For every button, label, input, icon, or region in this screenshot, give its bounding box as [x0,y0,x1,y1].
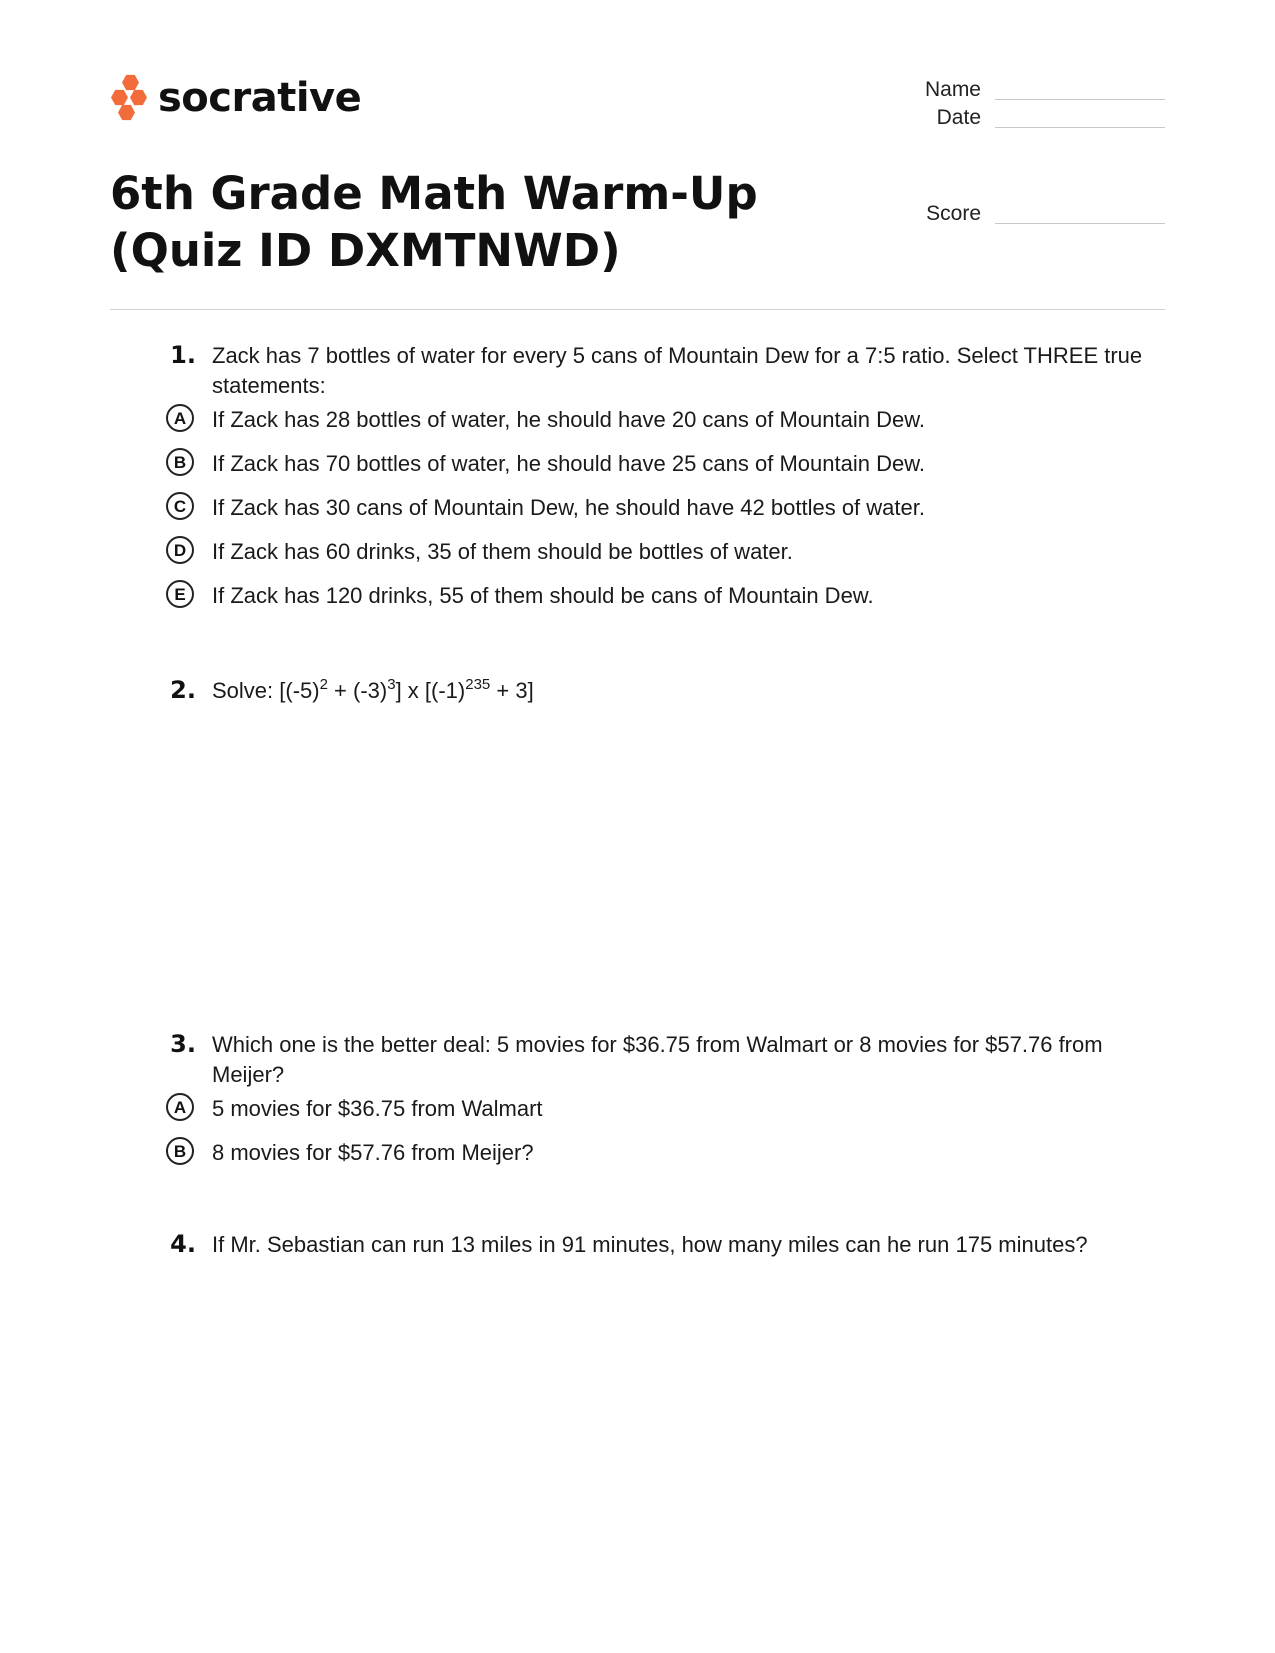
page-title: 6th Grade Math Warm-Up (Quiz ID DXMTNWD) [110,167,758,277]
question-number: 3. [170,1030,196,1058]
score-line [995,222,1165,224]
question-number: 2. [170,676,196,704]
question-3 [160,1030,1170,1168]
option-text: If Zack has 120 drinks, 55 of them should be cans of Mountain Dew. [212,583,874,608]
question-text: If Mr. Sebastian can run 13 miles in 91 minutes, how many miles can he run 175 minutes? [212,1232,1088,1257]
option-letter-badge[interactable]: C [166,492,194,520]
name-field[interactable] [900,76,1165,104]
question-2 [160,676,1170,706]
option-a[interactable] [160,1094,1170,1124]
option-b[interactable] [160,1138,1170,1168]
option-b[interactable] [160,449,1170,479]
question-1 [160,341,1170,611]
question-number: 4. [170,1230,196,1258]
name-line [995,98,1165,100]
brand-name: socrative [158,75,362,121]
expression-part: + 3] [490,678,534,703]
option-letter-badge[interactable]: B [166,1137,194,1165]
date-line [995,126,1165,128]
option-text: 8 movies for $57.76 from Meijer? [212,1140,534,1165]
option-text: If Zack has 30 cans of Mountain Dew, he should have 42 bottles of water. [212,495,925,520]
options-list [160,1094,1170,1168]
exponent: 2 [319,676,328,693]
question-4 [160,1230,1170,1260]
socrative-logo [110,72,361,124]
option-c[interactable] [160,493,1170,523]
option-text: 5 movies for $36.75 from Walmart [212,1096,543,1121]
exponent: 3 [387,676,396,693]
score-label: Score [926,202,981,225]
date-field[interactable] [900,104,1165,132]
option-text: If Zack has 28 bottles of water, he should have 20 cans of Mountain Dew. [212,407,925,432]
option-letter-badge[interactable]: A [166,1093,194,1121]
option-letter-badge[interactable]: B [166,448,194,476]
question-text: Zack has 7 bottles of water for every 5 cans of Mountain Dew for a 7:5 ratio. Select THREE true statements: [212,343,1143,398]
name-label: Name [924,78,981,101]
question-text [212,676,1170,706]
option-text: If Zack has 70 bottles of water, he should have 25 cans of Mountain Dew. [212,451,925,476]
score-field[interactable] [900,200,1165,228]
option-text: If Zack has 60 drinks, 35 of them should be bottles of water. [212,539,793,564]
expression-part: Solve: [(-5) [212,678,320,703]
option-e[interactable] [160,581,1170,611]
options-list [160,405,1170,611]
header-divider [110,309,1165,310]
option-letter-badge[interactable]: D [166,536,194,564]
option-d[interactable] [160,537,1170,567]
hexagon-cluster-icon [110,74,150,122]
option-letter-badge[interactable]: A [166,404,194,432]
question-text: Which one is the better deal: 5 movies for $36.75 from Walmart or 8 movies for $57.76 from Meijer? [212,1032,1103,1087]
expression-part: ] x [(-1) [395,678,466,703]
option-letter-badge[interactable]: E [166,580,194,608]
question-number: 1. [170,341,196,369]
option-a[interactable] [160,405,1170,435]
date-label: Date [936,106,981,129]
exponent: 235 [465,676,491,693]
expression-part: + (-3) [327,678,388,703]
